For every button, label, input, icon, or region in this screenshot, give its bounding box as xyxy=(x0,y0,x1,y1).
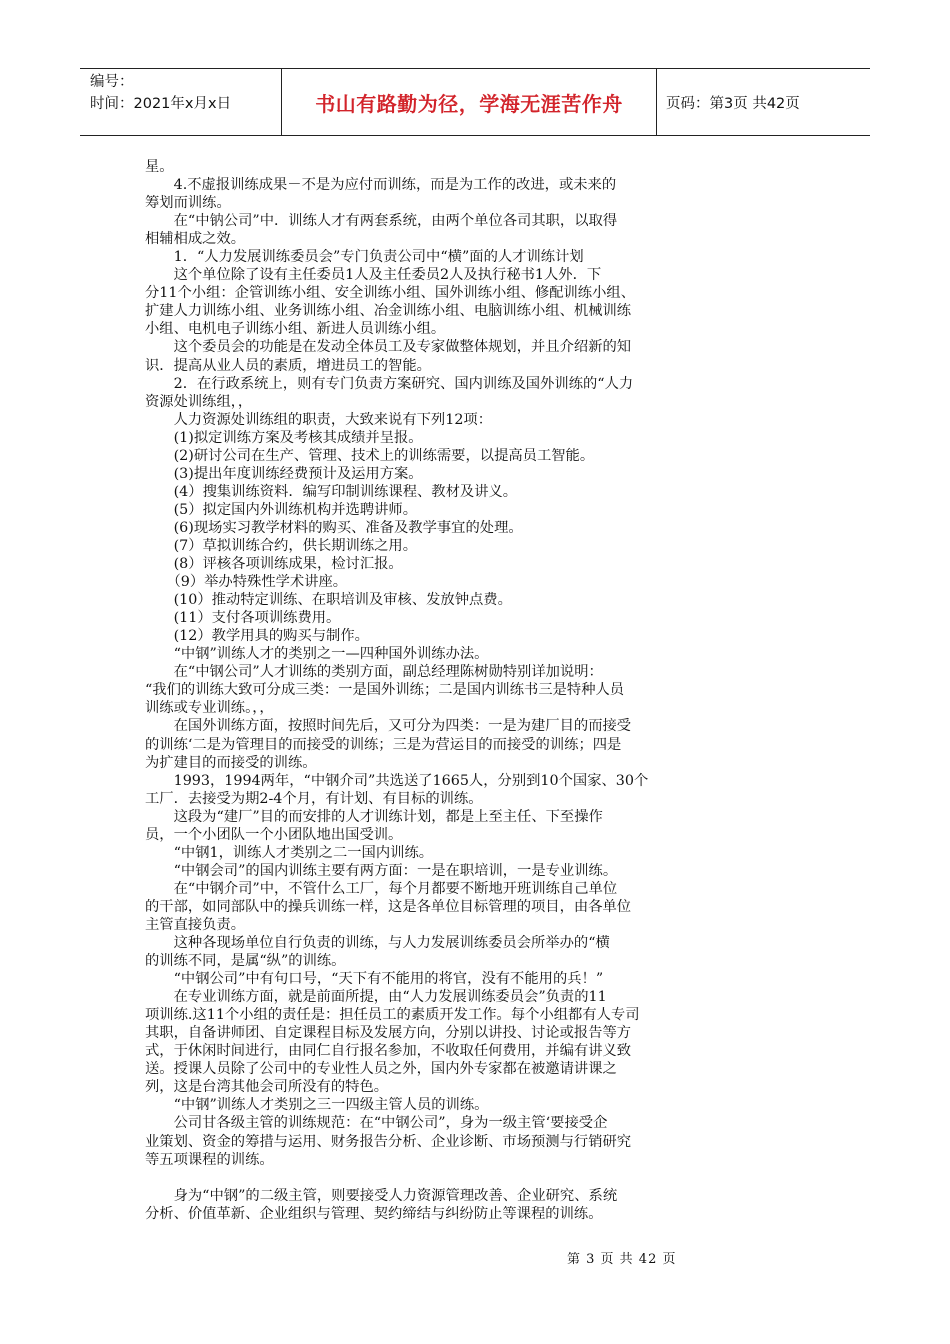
body-line: 的干部，如同部队中的操兵训练一样，这是各单位目标管理的项目，由各单位 xyxy=(145,898,632,915)
document-body xyxy=(145,158,715,1223)
body-line: 身为“中钢”的二级主管，则要接受人力资源管理改善、企业研究、系统 xyxy=(145,1187,618,1204)
page-header xyxy=(80,68,870,136)
body-line: (7）草拟训练合约，供长期训练之用。 xyxy=(145,537,418,554)
body-line: 式，于休闲时间进行，由同仁自行报名参加，不收取任何费用，并编有讲义致 xyxy=(145,1043,632,1060)
body-line: “中钢公司”中有句口号，“天下有不能用的将官，没有不能用的兵！” xyxy=(145,971,604,988)
body-line: “中钢会司”的国内训练主要有两方面：一是在职培训，一是专业训练。 xyxy=(145,862,618,879)
body-line: 员，一个小团队一个小团队地出国受训。 xyxy=(145,826,403,843)
body-line: 项训练.这11个小组的责任是：担任员工的素质开发工作。每个小组都有人专司 xyxy=(145,1007,640,1024)
body-line: 工厂．去接受为期2-4个月，有计划、有目标的训练。 xyxy=(145,790,483,807)
body-line: 这个单位除了设有主任委员1人及主任委员2人及执行秘书1人外．下 xyxy=(145,267,602,284)
body-line: (8）评核各项训练成果，检讨汇报。 xyxy=(145,556,403,573)
body-line: 这种各现场单位自行负责的训练，与人力发展训练委员会所举办的“横 xyxy=(145,935,610,952)
body-line: 在“中钢公司”人才训练的类别方面，副总经理陈树勋特别详加说明： xyxy=(145,664,603,681)
body-line: 训练或专业训练。，， xyxy=(145,700,274,717)
body-line: 其职，自备讲师团、自定课程目标及发展方向，分别以讲投、讨论或报告等方 xyxy=(145,1025,632,1042)
body-line: 列，这是台湾其他会司所没有的特色。 xyxy=(145,1079,389,1096)
body-line: (11）支付各项训练费用。 xyxy=(145,610,341,627)
body-line: 在“中钢介司”中，不管什么工厂，每个月都要不断地开班训练自己单位 xyxy=(145,880,618,897)
body-line: 为扩建目的而接受的训练。 xyxy=(145,754,317,771)
body-line: 在国外训练方面，按照时间先后，又可分为四类：一是为建厂目的而接受 xyxy=(145,718,632,735)
body-line: 筹划而训练。 xyxy=(145,195,231,212)
body-line: 资源处训练组，， xyxy=(145,393,253,410)
body-line: 在专业训练方面，就是前面所提，由“人力发展训练委员会”负责的11 xyxy=(145,989,607,1006)
body-line: 星。 xyxy=(145,159,174,175)
body-line: (10）推动特定训练、在职培训及审核、发放钟点费。 xyxy=(145,592,512,609)
body-line xyxy=(145,1169,715,1187)
body-line: 这个委员会的功能是在发动全体员工及专家做整体规划，并且介绍新的知 xyxy=(145,339,632,356)
body-line: 主管直接负责。 xyxy=(145,916,246,933)
header-motto: 书山有路勤为径，学海无涯苦作舟 xyxy=(281,69,657,135)
body-line: 1．“人力发展训练委员会”专门负责公司中“横”面的人才训练计划 xyxy=(145,249,584,266)
body-line: “中钢”训练人才的类别之一—四种国外训练办法。 xyxy=(145,646,489,663)
body-line: （9）举办特殊性学术讲座。 xyxy=(145,574,348,591)
header-page-info: 页码：第3页 共42页 xyxy=(666,95,800,112)
body-line: (5）拟定国内外训练机构并选聘讲师。 xyxy=(145,501,418,518)
body-line: (6)现场实习教学材料的购买、准备及教学事宜的处理。 xyxy=(145,519,523,536)
body-line: 业策划、资金的筹措与运用、财务报告分析、企业诊断、市场预测与行销研究 xyxy=(145,1133,632,1150)
body-line: (2)研讨公司在生产、管理、技术上的训练需要，以提高员工智能。 xyxy=(145,447,595,464)
body-line: “中钢”训练人才类别之三一四级主管人员的训练。 xyxy=(145,1097,489,1114)
body-line: 识．提高从业人员的素质，增进员工的智能。 xyxy=(145,357,431,374)
body-line: 公司甘各级主管的训练规范：在“中钢公司”，身为一级主管‘要接受企 xyxy=(145,1115,608,1132)
body-line: 分析、价值革新、企业组织与管理、契约缔结与纠纷防止等课程的训练。 xyxy=(145,1205,603,1222)
body-line: 的训练不同，是属“纵”的训练。 xyxy=(145,953,346,970)
body-line: 在“中钠公司”中．训练人才有两套系统，由两个单位各司其职，以取得 xyxy=(145,213,618,230)
body-line: “中钢1，训练人才类别之二一国内训练。 xyxy=(145,844,434,861)
body-line: “我们的训练大致可分成三类：一是国外训练；二是国内训练书三是特种人员 xyxy=(145,682,625,699)
body-line: (1)拟定训练方案及考核其成绩并呈报。 xyxy=(145,429,423,446)
body-line: 等五项课程的训练。 xyxy=(145,1151,274,1168)
body-line: 相辅相成之效。 xyxy=(145,231,246,248)
body-line: 2．在行政系统上，则有专门负责方案研究、国内训练及国外训练的“人力 xyxy=(145,375,634,392)
body-line: 送。授课人员除了公司中的专业性人员之外，国内外专家都在被邀请讲课之 xyxy=(145,1061,617,1078)
body-line: 这段为“建厂”目的而安排的人才训练计划，都是上至主任、下至操作 xyxy=(145,808,603,825)
body-line: 分11个小组：企管训练小组、安全训练小组、国外训练小组、修配训练小组、 xyxy=(145,285,635,302)
body-line: (3)提出年度训练经费预计及运用方案。 xyxy=(145,465,423,482)
body-line: 小组、电机电子训练小组、新进人员训练小组。 xyxy=(145,321,446,338)
header-meta xyxy=(80,69,281,135)
document-date: 时间：2021年x月x日 xyxy=(90,96,232,112)
body-line: (12）教学用具的购买与制作。 xyxy=(145,628,369,645)
body-line: 4.不虚报训练成果－不是为应付而训练，而是为工作的改进，或未来的 xyxy=(145,177,617,194)
body-line: 人力资源处训练组的职责，大致来说有下列12项： xyxy=(145,411,493,428)
body-line: 1993，1994两年，“中钢介司”共选送了1665人，分别到10个国家、30个 xyxy=(145,772,649,789)
body-line: 的训练‘二是为管理目的而接受的训练；三是为营运目的而接受的训练；四是 xyxy=(145,736,622,753)
body-line: 扩建人力训练小组、业务训练小组、冶金训练小组、电脑训练小组、机械训练 xyxy=(145,303,632,320)
document-number-label: 编号： xyxy=(90,74,134,90)
page-footer: 第 3 页 共 42 页 xyxy=(567,1252,677,1267)
body-line: (4）搜集训练资料．编写印制训练课程、教材及讲义。 xyxy=(145,483,518,500)
